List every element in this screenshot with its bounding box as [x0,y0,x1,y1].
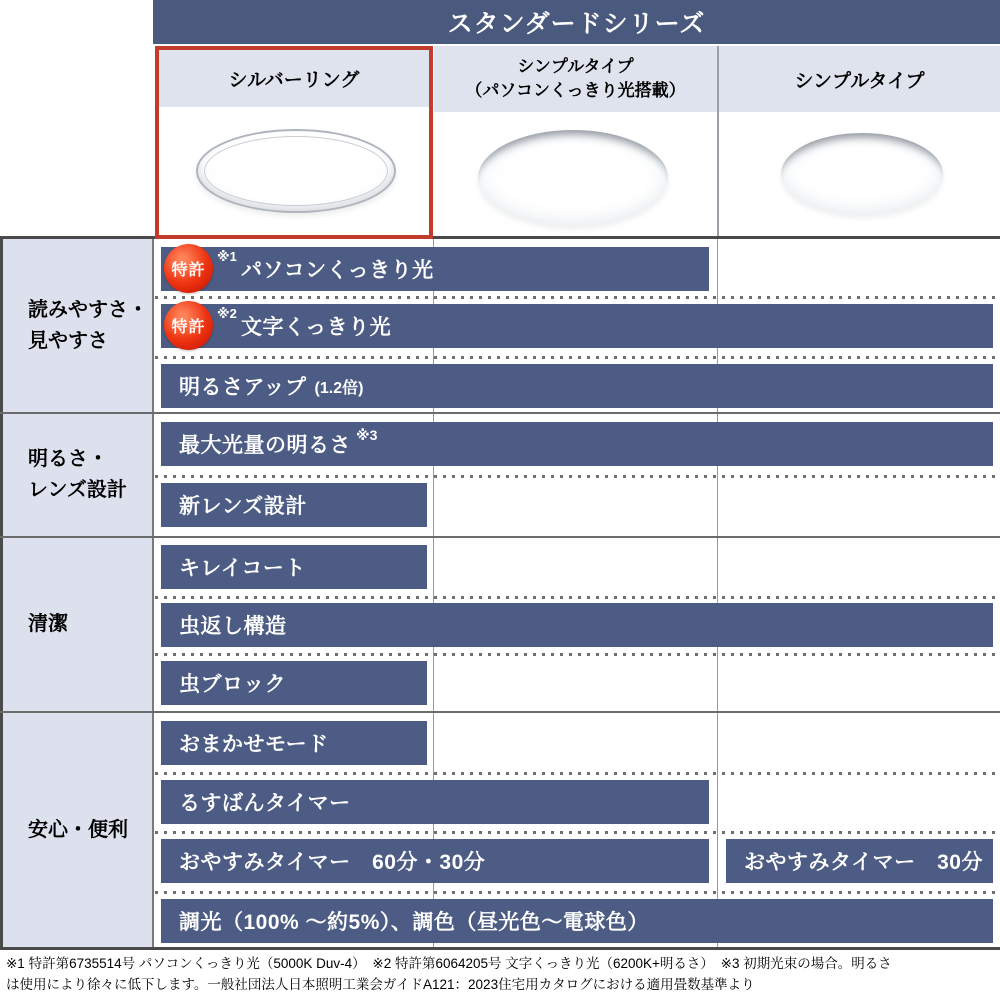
dotted-separator [155,296,997,299]
category-label: 読みやすさ・ [28,298,148,321]
patent-badge-icon: 特許 [164,301,213,350]
category-safety-convenience [3,713,152,947]
category-readability [3,239,152,412]
product-name: シルバーリング [228,70,360,91]
feature-bar-rusuban-timer [161,780,709,824]
dotted-separator [155,653,997,656]
column-header-simple [719,46,1000,112]
product-image-simple [781,133,943,215]
footnote-line-2: は使用により徐々に低下します。一般社団法人日本照明工業会ガイドA121：2023住宅用カタログにおける適用畳数基準より [6,976,755,992]
feature-label: パソコンくっきり光 [241,259,434,282]
feature-label: 最大光量の明るさ [179,434,351,457]
dotted-separator [155,831,997,834]
column-header-simple-pc [434,46,717,112]
footnotes [6,954,996,996]
category-divider [152,239,154,947]
feature-bar-bug-return [161,603,993,647]
category-label: 安心・便利 [28,818,128,841]
feature-label: 調光（100% ～約5%）、調色（昼光色～電球色） [179,911,649,934]
category-label: 清潔 [28,613,68,635]
feature-label: 新レンズ設計 [179,495,307,518]
category-cleanliness [3,538,152,711]
feature-bar-new-lens [161,483,427,527]
product-name: シンプルタイプ [794,70,925,92]
category-label: 見やすさ [28,329,108,352]
feature-bar-moji-kukkiri [161,304,993,348]
feature-suffix: (1.2倍) [314,379,364,397]
feature-label: 文字くっきり光 [241,316,392,339]
feature-label: おまかせモード [179,733,329,756]
product-subname: （パソコンくっきり光搭載） [465,81,686,100]
feature-bar-kirei-coat [161,545,427,589]
dotted-separator [155,475,997,478]
column-header-silver-ring [159,50,429,107]
footnote-line-1: ※1 特許第6735514号 パソコンくっきり光（5000K Duv-4） ※2 特許第6064205号 文字くっきり光（6200K+明るさ） ※3 初期光束の場合。明るさ [6,956,892,971]
feature-label: 虫返し構造 [179,615,287,638]
series-band [153,0,1000,44]
patent-badge-icon: 特許 [164,244,213,293]
dotted-separator [155,596,997,599]
footnote-ref-2: ※2 [217,306,237,321]
footnote-ref-1: ※1 [217,249,237,264]
dotted-separator [155,891,997,894]
feature-bar-brightness-up [161,364,993,408]
footnote-ref-3: ※3 [356,427,378,443]
table-bottom-border [0,947,1000,950]
feature-label: るすばんタイマー [179,792,351,815]
feature-label: おやすみタイマー 60分・30分 [179,851,486,874]
category-label: 明るさ・ [28,448,108,470]
category-label: レンズ設計 [28,479,127,501]
category-brightness-lens [3,414,152,536]
feature-label: キレイコート [179,557,306,580]
feature-bar-oyasumi-timer-30 [726,839,993,883]
feature-label: 明るさアップ [179,376,307,399]
feature-bar-max-brightness [161,422,993,466]
feature-label: おやすみタイマー 30分 [744,851,983,874]
product-image-simple-pc [478,130,668,226]
feature-bar-dimming-color [161,899,993,943]
header-column-divider [717,46,719,236]
feature-bar-omakase-mode [161,721,427,765]
feature-bar-pc-kukkiri [161,247,709,291]
feature-label: 虫ブロック [179,673,287,696]
dotted-separator [155,356,997,359]
product-image-silver-ring [196,129,396,213]
feature-bar-bug-block [161,661,427,705]
series-title: スタンダードシリーズ [447,10,706,38]
product-name: シンプルタイプ [517,57,634,77]
feature-bar-oyasumi-timer-60-30 [161,839,709,883]
dotted-separator [155,772,997,775]
